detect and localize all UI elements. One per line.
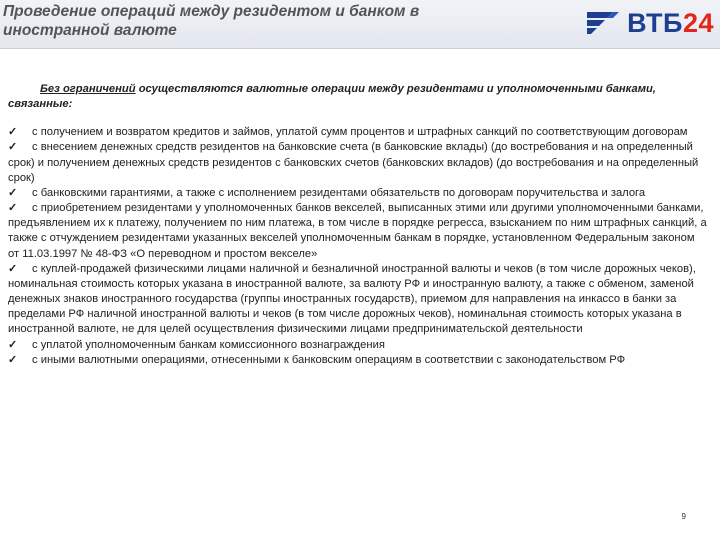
list-item-text: с иными валютными операциями, отнесенными к банковским операциям в соответствии с законодательством РФ bbox=[32, 353, 626, 366]
vtb-logo-icon bbox=[583, 8, 621, 38]
slide-body bbox=[8, 82, 708, 368]
list-item bbox=[8, 338, 708, 353]
list-item bbox=[8, 353, 708, 368]
list-item-text: с получением и возвратом кредитов и займов, уплатой сумм процентов и штрафных санкций по соответствующим договорам bbox=[32, 126, 688, 139]
bullet-list bbox=[8, 125, 708, 368]
checkmark-icon: ✓ bbox=[8, 338, 18, 351]
list-item-text: с приобретением резидентами у уполномоченных банков векселей, выписанных этими или другими уполномоченными банками, предъявлением их к платежу, получением по ним платежа, в том числе в порядке регресса, взысканием по ним штрафных санкций, а также с отчуждением резидентами указанных векселей уполномоченным банкам в порядке, установленном Федеральным законом от 11.03.1997 № 48-ФЗ «О переводном и простом векселе» bbox=[8, 202, 707, 260]
list-item bbox=[8, 262, 708, 338]
checkmark-icon: ✓ bbox=[8, 353, 18, 366]
checkmark-icon: ✓ bbox=[8, 202, 18, 215]
list-item-text: с внесением денежных средств резидентов на банковские счета (в банковские вклады) (до востребования и на определенный срок) и получением денежных средств резидентов с банковских счетов (банковских вкладов) (до востребования и на определенный срок) bbox=[8, 141, 699, 184]
list-item-text: с банковскими гарантиями, а также с исполнением резидентами обязательств по договорам поручительства и залога bbox=[32, 186, 646, 199]
logo-wordmark: ВТБ24 bbox=[627, 8, 714, 38]
checkmark-icon: ✓ bbox=[8, 262, 18, 275]
list-item bbox=[8, 140, 708, 185]
list-item-text: с куплей-продажей физическими лицами наличной и безналичной иностранной валюты и чеков (в том числе дорожных чеков), номинальная стоимость которых указана в иностранной валюте, за валюту РФ и иностранную валюту, а также с обменом, заменой денежных знаков иностранного государства (группы иностранных государств), приемом для направления на инкассо в банки за пределами РФ наличной иностранной валюты и чеков (в том числе дорожных чеков), номинальная стоимость которых указана в иностранной валюте, не для целей осуществления физическими лицами предпринимательской деятельности bbox=[8, 262, 696, 336]
list-item bbox=[8, 125, 708, 140]
intro-paragraph bbox=[8, 82, 708, 112]
list-item bbox=[8, 201, 708, 262]
list-item bbox=[8, 186, 708, 201]
checkmark-icon: ✓ bbox=[8, 141, 18, 154]
page-number: 9 bbox=[681, 512, 686, 521]
intro-emphasis: Без ограничений bbox=[40, 83, 136, 95]
page-title: Проведение операций между резидентом и банком в иностранной валюте bbox=[3, 3, 420, 39]
list-item-text: с уплатой уполномоченным банкам комиссионного вознаграждения bbox=[32, 338, 385, 351]
checkmark-icon: ✓ bbox=[8, 186, 18, 199]
intro-text: осуществляются валютные операции между резидентами и уполномоченными банками, связанные: bbox=[8, 83, 656, 111]
slide-header bbox=[0, 0, 720, 49]
vtb24-logo bbox=[583, 6, 714, 40]
checkmark-icon: ✓ bbox=[8, 126, 18, 139]
